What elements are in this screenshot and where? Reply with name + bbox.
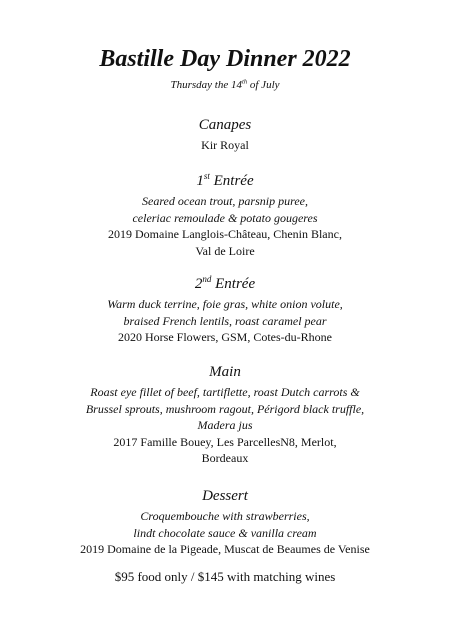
wine-line: Val de Loire [195, 243, 255, 258]
section-dessert [0, 486, 450, 558]
dish-line: braised French lentils, roast caramel pear [123, 313, 327, 328]
section-entree-1 [0, 171, 450, 259]
wine-line: 2019 Domaine Langlois-Château, Chenin Blanc, [108, 227, 342, 241]
menu-title: Bastille Day Dinner 2022 [99, 46, 351, 72]
dish-line: Croquembouche with strawberries, [140, 509, 310, 523]
heading-ordinal: nd [202, 274, 212, 284]
section-heading-dessert: Dessert [202, 488, 248, 504]
wine-line: 2020 Horse Flowers, GSM, Cotes-du-Rhone [118, 330, 332, 344]
heading-number: 1 [196, 173, 204, 189]
dish-line: Roast eye fillet of beef, tartiflette, roast Dutch carrots & [90, 385, 360, 399]
dish-line: Warm duck terrine, foie gras, white onion volute, [107, 297, 343, 311]
section-canapes [0, 115, 450, 154]
price-line: $95 food only / $145 with matching wines [114, 569, 336, 584]
wine-line: Bordeaux [201, 451, 249, 465]
heading-number: 2 [194, 276, 203, 292]
section-main [0, 362, 450, 467]
dish-line: lindt chocolate sauce & vanilla cream [133, 525, 317, 540]
dish-line: Seared ocean trout, parsnip puree, [142, 194, 308, 208]
heading-text: Entrée [209, 173, 254, 189]
section-heading-entree-2 [0, 274, 450, 294]
heading-text: Entrée [211, 276, 256, 292]
dish-line: Madera jus [197, 418, 253, 432]
section-heading-canapes: Canapes [198, 117, 252, 133]
wine-canapes: Kir Royal [201, 138, 249, 152]
event-date-ordinal: th [241, 78, 248, 86]
section-entree-2 [0, 274, 450, 346]
heading-ordinal: st [203, 171, 210, 181]
event-date-day: Thursday the 14 [170, 79, 242, 91]
section-heading-entree-1 [0, 171, 450, 191]
section-heading-main: Main [209, 364, 241, 380]
wine-line: 2017 Famille Bouey, Les ParcellesN8, Merlot, [113, 434, 337, 449]
dish-line: Brussel sprouts, mushroom ragout, Périgord black truffle, [85, 401, 365, 416]
wine-line: 2019 Domaine de la Pigeade, Muscat de Beaumes de Venise [80, 542, 370, 556]
dish-line: celeriac remoulade & potato gougeres [132, 210, 318, 225]
event-date [0, 78, 450, 92]
event-date-month: of July [247, 79, 280, 91]
